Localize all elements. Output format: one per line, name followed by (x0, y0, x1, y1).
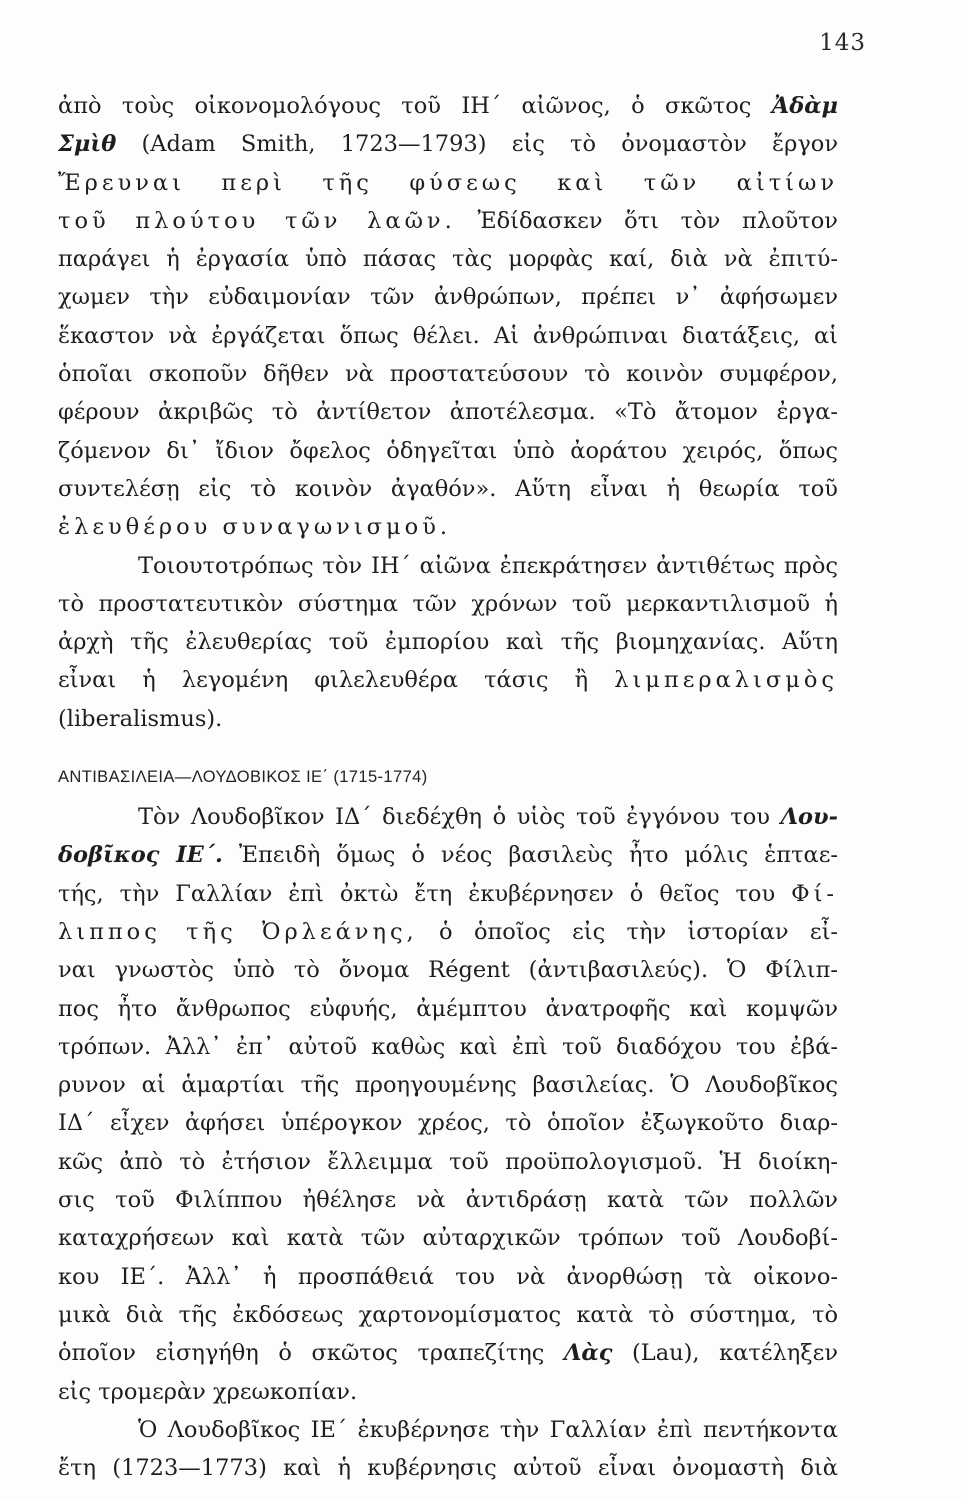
text-line: δοβῖκος ΙΕ΄. Ἐπειδὴ ὅμως ὁ νέος βασιλεὺς ἦτο μόλις ἑπταε- (58, 842, 838, 869)
text-line: ρυνον αἱ ἁμαρτίαι τῆς προηγουμένης βασιλείας. Ὁ Λουδοβῖκος (58, 1072, 838, 1099)
name-bold-italic: Ἀδὰμ (771, 93, 838, 119)
paragraph-liberalism (58, 547, 838, 738)
text-line: φέρουν ἀκριβῶς τὸ ἀντίθετον ἀποτέλεσμα. «Τὸ ἄτομον ἐργα- (58, 399, 838, 426)
text-line: τρόπων. Ἀλλ᾿ ἐπ᾿ αὐτοῦ καθὼς καὶ ἐπὶ τοῦ διαδόχου του ἐβά- (58, 1033, 838, 1060)
text-line: τής, τὴν Γαλλίαν ἐπὶ ὀκτὼ ἔτη ἐκυβέρνησεν ὁ θεῖος του Φί- (58, 880, 838, 907)
text-line: παράγει ἡ ἐργασία ὑπὸ πάσας τὰς μορφὰς καί, διὰ νὰ ἐπιτύ- (58, 246, 838, 273)
text-line: εἶναι ἡ λεγομένη φιλελευθέρα τάσις ἢ λιμπεραλισμὸς (58, 667, 838, 694)
text-line: τὸ προστατευτικὸν σύστημα τῶν χρόνων τοῦ μερκαντιλισμοῦ ἡ (58, 590, 838, 617)
text-line-spaced: ἐλευθέρου συναγωνισμοῦ. (58, 514, 452, 541)
text-line: ἕκαστον νὰ ἐργάζεται ὅπως θέλει. Αἱ ἀνθρώπιναι διατάξεις, αἱ (58, 322, 838, 349)
section-heading: ΑΝΤΙΒΑΣΙΛΕΙΑ—ΛΟΥΔΟΒΙΚΟΣ ΙΕ΄ (1715-1774) (58, 768, 428, 787)
text-line: χωμεν τὴν εὐδαιμονίαν τῶν ἀνθρώπων, πρέπει ν᾿ ἀφήσωμεν (58, 284, 838, 311)
text-line: ΙΔ΄ εἶχεν ἀφήσει ὑπέρογκον χρέος, τὸ ὁποῖον ἐξωγκοῦτο διαρ- (58, 1110, 838, 1137)
text-line: εἰς τρομερὰν χρεωκοπίαν. (58, 1378, 358, 1405)
name-bold-italic: δοβῖκος ΙΕ΄. (58, 842, 223, 869)
spaced-text: λιππος τῆς Ὀρλεάνης, (58, 918, 418, 945)
spaced-text: τοῦ πλούτου τῶν λαῶν. (58, 207, 456, 234)
paragraph-louis-xv-reign (58, 1411, 838, 1488)
text-line: πος ἦτο ἄνθρωπος εὐφυής, ἀμέμπτου ἀνατροφῆς καὶ κομψῶν (58, 995, 838, 1022)
text-line-spaced: Ἔρευναι περὶ τῆς φύσεως καὶ τῶν αἰτίων (58, 169, 838, 196)
spaced-text: λιμπεραλισμὸς (614, 667, 838, 694)
text-line: τοῦ πλούτου τῶν λαῶν. Ἐδίδασκεν ὅτι τὸν πλοῦτον (58, 207, 838, 234)
text-line: Ὁ Λουδοβῖκος ΙΕ΄ ἐκυβέρνησε τὴν Γαλλίαν ἐπὶ πεντήκοντα (138, 1416, 838, 1443)
text-line: ὁποῖαι σκοποῦν δῆθεν νὰ προστατεύσουν τὸ κοινὸν συμφέρον, (58, 361, 838, 388)
text-line: κῶς ἀπὸ τὸ ἐτήσιον ἔλλειμμα τοῦ προϋπολογισμοῦ. Ἡ διοίκη- (58, 1148, 838, 1175)
spaced-text: Φί- (791, 880, 838, 907)
text-line: ὁποῖον εἰσηγήθη ὁ σκῶτος τραπεζίτης Λὰς (Lau), κατέληξεν (58, 1340, 838, 1367)
text-line: ζόμενον δι᾿ ἴδιον ὄφελος ὁδηγεῖται ὑπὸ ἀοράτου χειρός, ὅπως (58, 437, 838, 464)
name-bold-italic: Λου- (780, 804, 838, 831)
text-line: (liberalismus). (58, 705, 223, 732)
text-line: καταχρήσεων καὶ κατὰ τῶν αὐταρχικῶν τρόπων τοῦ Λουδοβί- (58, 1225, 838, 1252)
name-bold-italic: Σμὶθ (58, 131, 117, 158)
page-number: 143 (819, 30, 866, 56)
paragraph-louis-xv (58, 798, 838, 1411)
text-line: συντελέσῃ εἰς τὸ κοινὸν ἀγαθόν». Αὕτη εἶναι ἡ θεωρία τοῦ (58, 475, 838, 502)
text-line: Σμὶθ (Adam Smith, 1723—1793) εἰς τὸ ὀνομαστὸν ἔργον (58, 131, 838, 158)
text-line: λιππος τῆς Ὀρλεάνης, ὁ ὁποῖος εἰς τὴν ἱστορίαν εἶ- (58, 918, 838, 945)
text-line: ἀρχὴ τῆς ἐλευθερίας τοῦ ἐμπορίου καὶ τῆς βιομηχανίας. Αὕτη (58, 629, 838, 656)
name-bold-italic: Λὰς (563, 1340, 613, 1367)
text-line: σις τοῦ Φιλίππου ἠθέλησε νὰ ἀντιδράσῃ κατὰ τῶν πολλῶν (58, 1187, 838, 1214)
text-line: Τοιουτοτρόπως τὸν ΙΗ΄ αἰῶνα ἐπεκράτησεν ἀντιθέτως πρὸς (138, 552, 838, 579)
body-text (58, 87, 838, 1487)
text-line: Τὸν Λουδοβῖκον ΙΔ΄ διεδέχθη ὁ υἱὸς τοῦ ἐγγόνου του Λου- (138, 804, 838, 831)
paragraph-adam-smith (58, 87, 838, 547)
text-line: ἔτη (1723—1773) καὶ ἡ κυβέρνησις αὐτοῦ εἶναι ὀνομαστὴ διὰ (58, 1455, 838, 1482)
text-line: κου ΙΕ΄. Ἀλλ᾿ ἡ προσπάθειά του νὰ ἀνορθώσῃ τὰ οἰκονο- (58, 1263, 838, 1290)
text-line: μικὰ διὰ τῆς ἐκδόσεως χαρτονομίσματος κατὰ τὸ σύστημα, τὸ (58, 1301, 838, 1328)
text-line: ναι γνωστὸς ὑπὸ τὸ ὄνομα Régent (ἀντιβασιλεύς). Ὁ Φίλιπ- (58, 957, 838, 984)
text-line: ἀπὸ τοὺς οἰκονομολόγους τοῦ ΙΗ΄ αἰῶνος, ὁ σκῶτος Ἀδὰμ (58, 93, 838, 119)
